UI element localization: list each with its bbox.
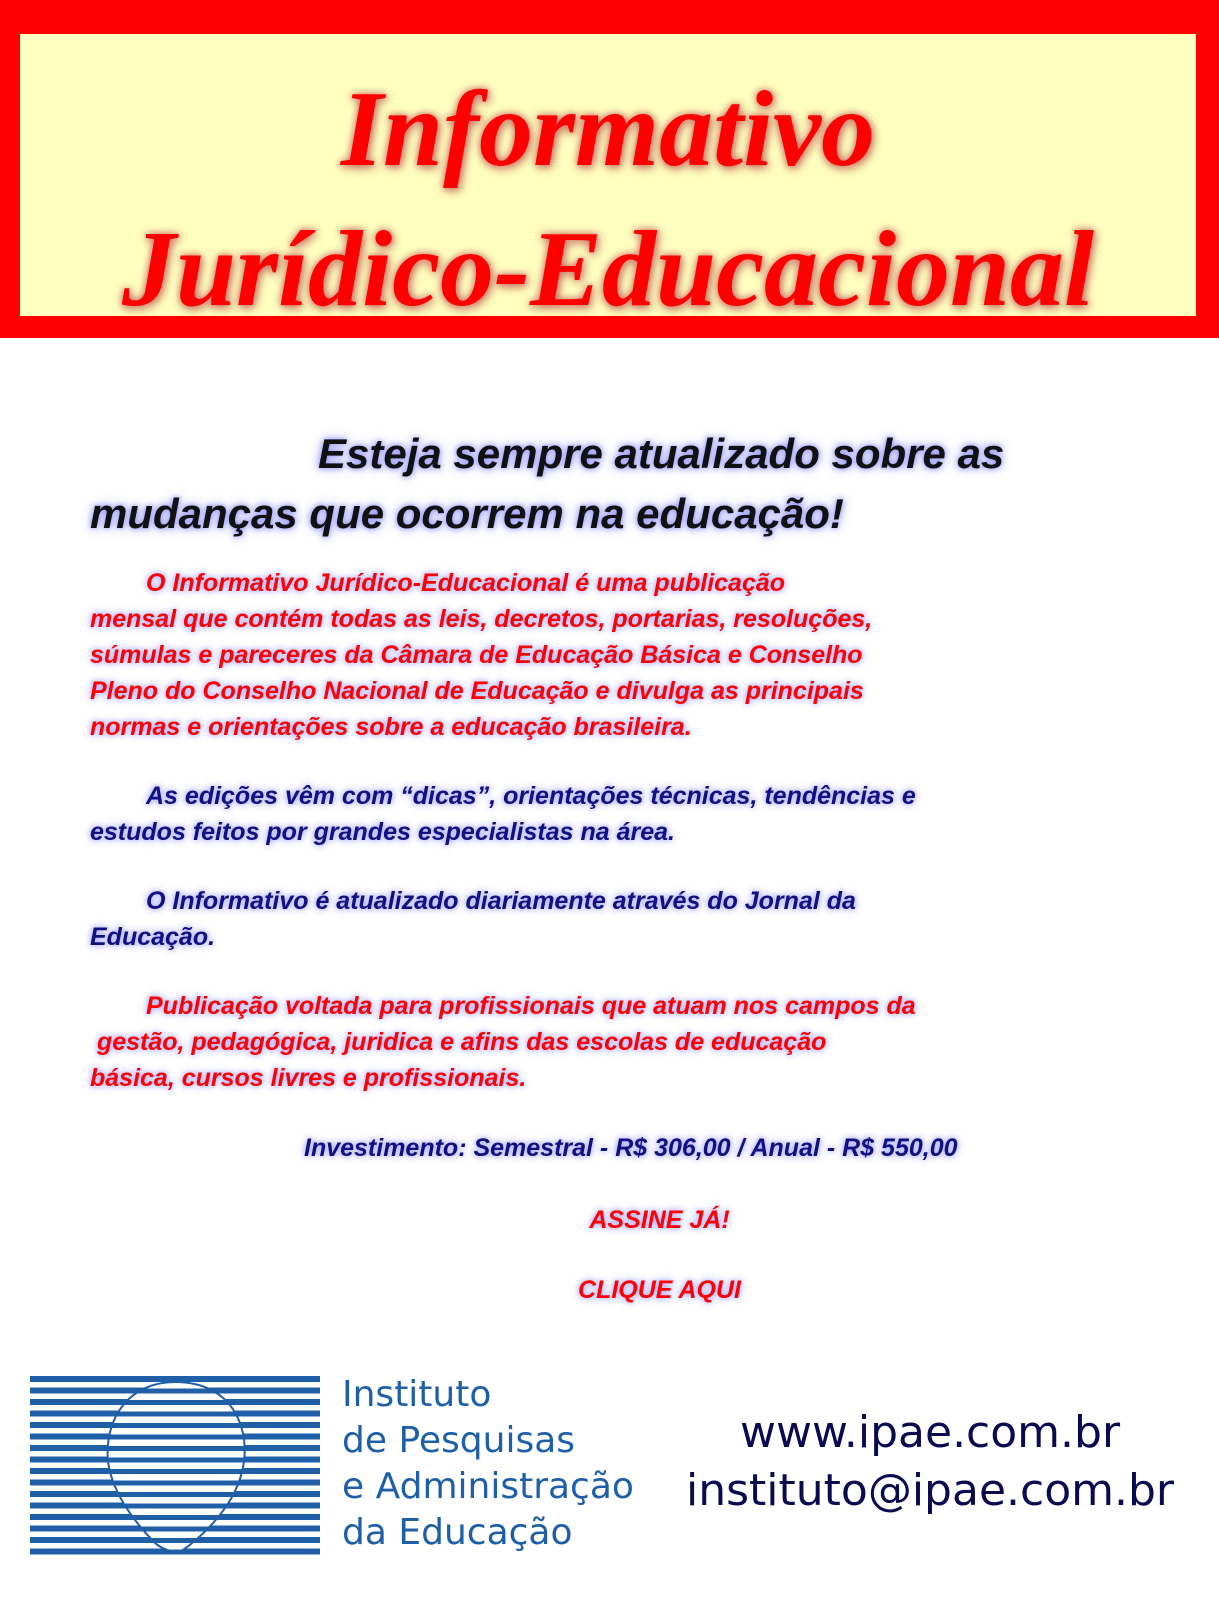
email-link[interactable]: instituto@ipae.com.br [686, 1465, 1174, 1516]
paragraph-description [90, 565, 1150, 745]
paragraph-editions [90, 778, 1150, 850]
headline-line-2: mudanças que ocorrem na educação! [90, 490, 844, 537]
organization-name-line: Instituto [342, 1374, 492, 1415]
paragraph-updates [90, 883, 1150, 955]
website-link[interactable]: www.ipae.com.br [739, 1407, 1121, 1458]
paragraph-line: básica, cursos livres e profissionais. [90, 1064, 527, 1092]
title-banner [0, 0, 1219, 338]
headline [90, 424, 1150, 544]
paragraph-line: Publicação voltada para profissionais que atuam nos campos da [146, 992, 916, 1020]
organization-name-line: da Educação [342, 1512, 573, 1553]
paragraph-line: Educação. [90, 923, 216, 951]
paragraph-line: O Informativo Jurídico-Educacional é uma publicação [146, 569, 786, 597]
organization-name [342, 1372, 634, 1556]
title-line-1: Informativo [340, 70, 876, 189]
title-line-2: Jurídico-Educacional [121, 210, 1095, 329]
headline-line-1: Esteja sempre atualizado sobre as [318, 430, 1005, 477]
title-banner-panel [20, 34, 1196, 329]
paragraph-line: normas e orientações sobre a educação brasileira. [90, 713, 692, 741]
paragraph-line: mensal que contém todas as leis, decretos, portarias, resoluções, [90, 605, 873, 633]
paragraph-line: Pleno do Conselho Nacional de Educação e divulga as principais [90, 677, 864, 705]
paragraph-line: As edições vêm com “dicas”, orientações técnicas, tendências e [146, 782, 916, 810]
contact-info [660, 1404, 1200, 1520]
organization-name-line: de Pesquisas [342, 1420, 576, 1461]
paragraph-audience [90, 988, 1150, 1096]
paragraph-line: gestão, pedagógica, juridica e afins das escolas de educação [90, 1028, 827, 1056]
paragraph-line: estudos feitos por grandes especialistas na área. [90, 818, 675, 846]
paragraph-line: O Informativo é atualizado diariamente através do Jornal da [146, 887, 856, 915]
click-here-link[interactable]: CLIQUE AQUI [578, 1276, 741, 1304]
paragraph-line: súmulas e pareceres da Câmara de Educação Básica e Conselho [90, 641, 863, 669]
subscribe-text: ASSINE JÁ! [589, 1206, 730, 1234]
investment-price: Investimento: Semestral - R$ 306,00 / Anual - R$ 550,00 [304, 1134, 958, 1162]
ipae-logo-icon [30, 1372, 320, 1560]
organization-name-line: e Administração [342, 1466, 634, 1507]
